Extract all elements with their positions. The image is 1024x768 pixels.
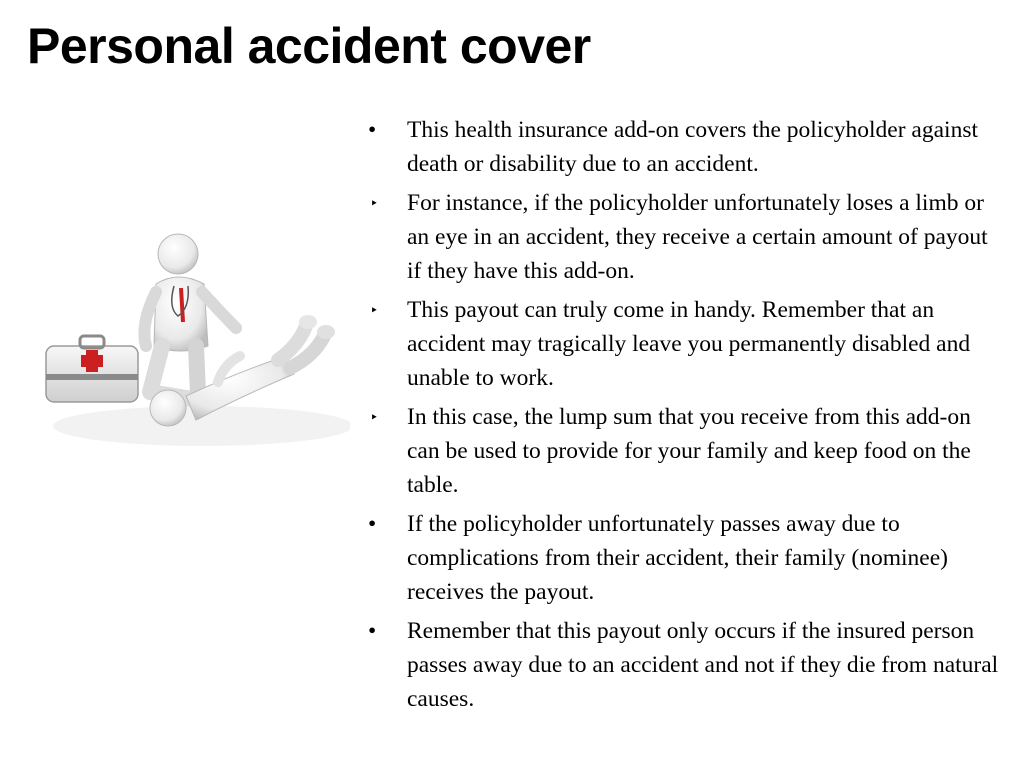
- bullet-marker: ‣: [370, 304, 379, 319]
- bullet-item: [366, 293, 1006, 395]
- first-aid-kit-icon: [46, 336, 138, 402]
- bullet-marker: •: [368, 618, 377, 644]
- bullet-text: This payout can truly come in handy. Remember that an accident may tragically leave you permanently disabled and unable to work.: [407, 297, 971, 391]
- bullet-marker: •: [368, 511, 377, 537]
- bullet-text: In this case, the lump sum that you receive from this add-on can be used to provide for your family and keep food on the table.: [407, 404, 971, 498]
- bullet-item: [366, 400, 1006, 502]
- bullet-item: [366, 113, 1006, 181]
- bullet-text: Remember that this payout only occurs if the insured person passes away due to an accident and not if they die from natural causes.: [407, 618, 999, 712]
- bullet-text: This health insurance add-on covers the policyholder against death or disability due to an accident.: [407, 117, 978, 177]
- bullet-marker: ‣: [370, 197, 379, 212]
- bullet-item: [366, 507, 1006, 609]
- bullet-text: If the policyholder unfortunately passes away due to complications from their accident, their family (nominee) receives the payout.: [407, 511, 948, 605]
- bullet-marker: •: [368, 117, 377, 143]
- slide-title: Personal accident cover: [27, 18, 591, 74]
- first-aid-illustration: [28, 196, 350, 462]
- bullet-marker: ‣: [370, 411, 379, 426]
- bullet-item: [366, 614, 1006, 716]
- bullet-item: [366, 186, 1006, 288]
- bullet-list: [366, 113, 1006, 721]
- bullet-text: For instance, if the policyholder unfortunately loses a limb or an eye in an accident, they receive a certain amount of payout if they have this add-on.: [407, 190, 988, 284]
